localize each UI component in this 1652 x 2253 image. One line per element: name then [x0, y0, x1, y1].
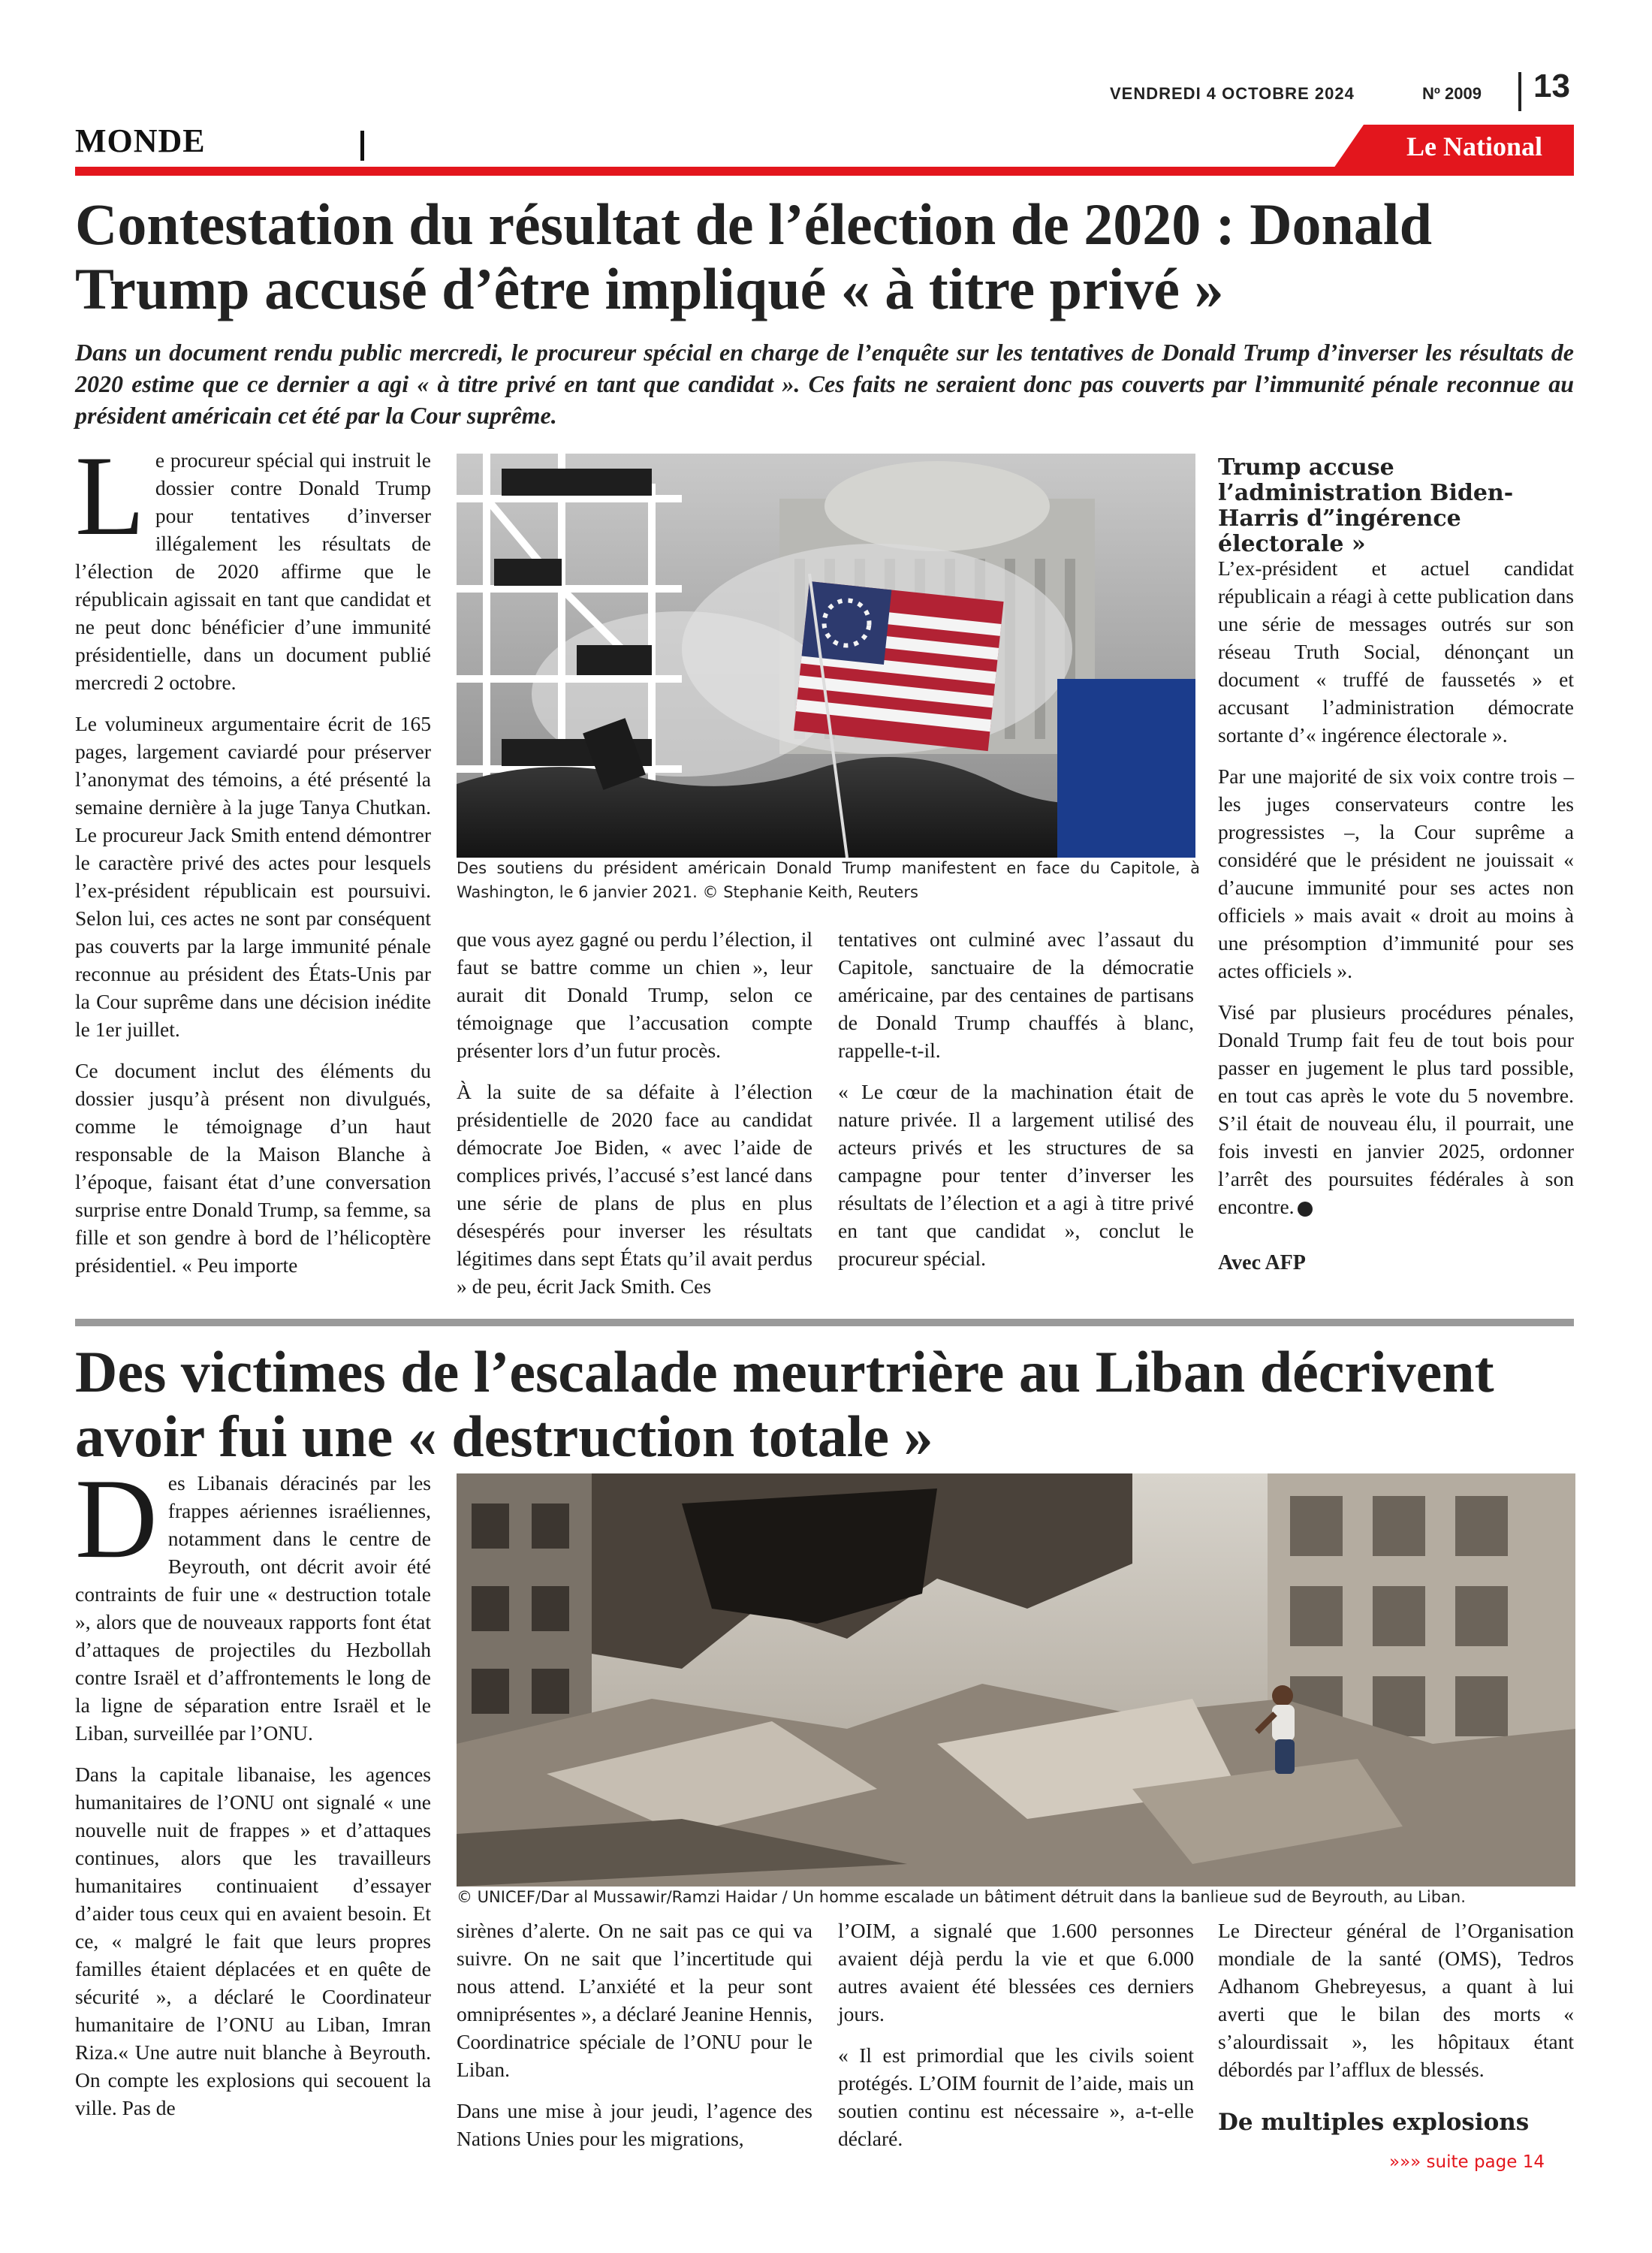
capitol-photo-caption: Des soutiens du président américain Donald Trump manifestent en face du Capitole, à Washington, le 6 janvier 2021. © Stephanie Keith, Reuters — [457, 859, 1200, 901]
page-number: 13 — [1533, 68, 1570, 104]
article1-col1-p3: Ce document inclut des éléments du dossier jusqu’à présent non divulgués, comme le témoignage d’un haut responsable de la Maison Blanche à l’époque, faisant état d’une conversation surprise entre Donald Trump, sa femme, sa fille et son gendre à bord de l’hélicoptère présidentiel. « Peu importe — [75, 1059, 431, 1277]
article1-col4-p3-text: Visé par plusieurs procédures pénales, Donald Trump fait feu de tout bois pour passer en jugement le plus tard possible, en tout cas après le vote du 5 novembre. S’il était de nouveau élu, il pourrait, une fois investi en janvier 2025, ordonner l’arrêt des poursuites fédérales à son encontre. — [1218, 1000, 1574, 1218]
article1-col4 — [1218, 554, 1574, 1234]
article1-byline: Avec AFP — [1218, 1251, 1306, 1274]
section-label: MONDE — [75, 122, 206, 159]
article1-col4-p2: Par une majorité de six voix contre trois – les juges conservateurs contre les progressistes –, la Cour suprême a considéré que le président ne jouissait « d’aucune immunité pour ses actes non officiels » mais avait « droit au moins à une présomption d’immunité pour ses actes officiels ». — [1218, 765, 1574, 982]
brand-name: Le National — [1406, 131, 1542, 161]
article1-dropcap: L — [75, 433, 145, 559]
article1-lede: Dans un document rendu public mercredi, le procureur spécial en charge de l’enquête sur les tentatives de Donald Trump d’inverser les résultats de 2020 estime que ce dernier a agi « à titre privé en tant que candidat ». Ces faits ne seraient donc pas couverts par l’immunité pénale reconnue au président américain cet été par la Cour suprême. — [75, 339, 1574, 429]
article1-col4-p1: L’ex-président et actuel candidat républicain a réagi à cette publication dans une série de messages outrés sur son réseau Truth Social, dénonçant un document « truffé de faussetés » et accusant l’administration démocrate sortante d’« ingérence électorale ». — [1218, 556, 1574, 746]
article2-col3-p2: « Il est primordial que les civils soient protégés. L’OIM fournit de l’aide, mais un soutien continu est nécessaire », a-t-elle déclaré. — [838, 2043, 1194, 2150]
end-of-article-icon — [1298, 1202, 1313, 1217]
article2-col1 — [75, 1455, 431, 2135]
article1-side-heading: Trump accuse l’administration Biden-Harris d”ingérence électorale » — [1218, 454, 1514, 557]
article2-dropcap: D — [75, 1455, 158, 1582]
article2-headline: Des victimes de l’escalade meurtrière au Liban décrivent avoir fui une « destruction totale » — [75, 1339, 1494, 1469]
beirut-photo-caption: © UNICEF/Dar al Mussawir/Ramzi Haidar / Un homme escalade un bâtiment détruit dans la banlieue sud de Beyrouth, au Liban. — [457, 1888, 1466, 1906]
beirut-photo — [457, 1473, 1575, 1887]
article2-col2-p2: Dans une mise à jour jeudi, l’agence des Nations Unies pour les migrations, — [457, 2099, 812, 2150]
article1-col1-p2: Le volumineux argumentaire écrit de 165 pages, largement caviardé pour préserver l’anonymat des témoins, a été présenté la semaine dernière à la juge Tanya Chutkan. Le procureur Jack Smith entend démontrer le caractère privé des actes pour lesquels l’ex-président républicain est poursuivi. Selon lui, ces actes ne sont par conséquent pas couverts par la large immunité pénale reconnue au président des États-Unis par la Cour suprême dans une décision inédite le 1er juillet. — [75, 712, 431, 1041]
continued-on-page-link[interactable]: »»» suite page 14 — [1389, 2152, 1545, 2172]
article1-col1-p1: e procureur spécial qui instruit le dossier contre Donald Trump pour tentatives d’inverser illégalement les résultats de l’élection de 2020 affirme que le républicain agissait en tant que candidat et ne peut donc bénéficier d’une immunité présidentielle, dans un document publié mercredi 2 octobre. — [75, 448, 431, 694]
capitol-photo — [457, 454, 1195, 858]
article1-col3-p2: « Le cœur de la machination était de nature privée. Il a largement utilisé des acteurs privés et les structures de sa campagne pour tenter d’inverser les résultats de l’élection et a agi à titre privé en tant que candidat », conclut le procureur spécial. — [838, 1080, 1194, 1270]
issue-date: VENDREDI 4 OCTOBRE 2024 — [1110, 84, 1355, 103]
article1-col1 — [75, 433, 431, 1292]
article1-headline: Contestation du résultat de l’élection de 2020 : Donald Trump accusé d’être impliqué « à titre privé » — [75, 192, 1432, 321]
article2-col1-p1: es Libanais déracinés par les frappes aériennes israéliennes, notamment dans le centre de Beyrouth, ont décrit avoir été contraints de fuir une « destruction totale », alors que de nouveaux rapports font état d’attaques de projectiles du Hezbollah contre Israël et d’affrontements le long de la ligne de séparation entre Israël et le Liban, surveillée par l’ONU. — [75, 1471, 431, 1745]
article2-col4 — [1218, 1917, 1574, 2097]
article2-col3 — [838, 1917, 1194, 2166]
article1-col4-p3 — [1218, 998, 1574, 1220]
article1-col2 — [457, 925, 812, 1313]
article1-col3 — [838, 925, 1194, 1286]
article1-col2-p2: À la suite de sa défaite à l’élection présidentielle de 2020 face au candidat démocrate Joe Biden, « avec l’aide de complices privés, l’accusé s’est lancé dans une série de plans de plus en plus désespérés pour inverser les résultats légitimes dans sept États qu’il avait perdus » de peu, écrit Jack Smith. Ces — [457, 1080, 812, 1298]
article2-col1-p2: Dans la capitale libanaise, les agences humanitaires de l’ONU ont signalé « une nouvelle nuit de frappes » et d’attaques continues, alors que les travailleurs humanitaires continuaient d’essayer d’aider tous ceux qui en avaient besoin. Et ce, « malgré le fait que leurs propres familles étaient déplacées et en quête de sécurité », a déclaré le Coordinateur humanitaire de l’ONU au Liban, Imran Riza.« Une autre nuit blanche à Beyrouth. On compte les explosions qui secouent la ville. Pas de — [75, 1763, 431, 2119]
header-rule — [75, 167, 1574, 176]
article2-subheading: De multiples explosions — [1218, 2109, 1530, 2136]
header-divider — [1518, 72, 1521, 111]
article1-col2-p1: que vous ayez gagné ou perdu l’élection, il faut se battre comme un chien », leur aurait dit Donald Trump, selon ce témoignage que l’accusation compte présenter lors d’un futur procès. — [457, 927, 812, 1062]
article-separator — [75, 1319, 1574, 1326]
article2-col2-p1: sirènes d’alerte. On ne sait pas ce qui va suivre. On ne sait que l’incertitude qui nous attend. L’anxiété et la peur sont omniprésentes », a déclaré Jeanine Hennis, Coordinatrice spéciale de l’ONU pour le Liban. — [457, 1919, 812, 2081]
article2-col3-p1: l’OIM, a signalé que 1.600 personnes avaient déjà perdu la vie et que 6.000 autres avaient été blessées ces derniers jours. — [838, 1919, 1194, 2025]
article2-col2 — [457, 1917, 812, 2166]
section-divider — [360, 131, 364, 161]
issue-number: Nº 2009 — [1422, 84, 1482, 103]
article1-col3-p1: tentatives ont culminé avec l’assaut du Capitole, sanctuaire de la démocratie américaine, par des centaines de partisans de Donald Trump chauffés à blanc, rappelle-t-il. — [838, 927, 1194, 1062]
article2-col4-p1: Le Directeur général de l’Organisation mondiale de la santé (OMS), Tedros Adhanom Ghebreyesus, a quant à lui averti que le bilan des morts « s’alourdissait », les hôpitaux étant débordés par l’afflux de blessés. — [1218, 1919, 1574, 2081]
